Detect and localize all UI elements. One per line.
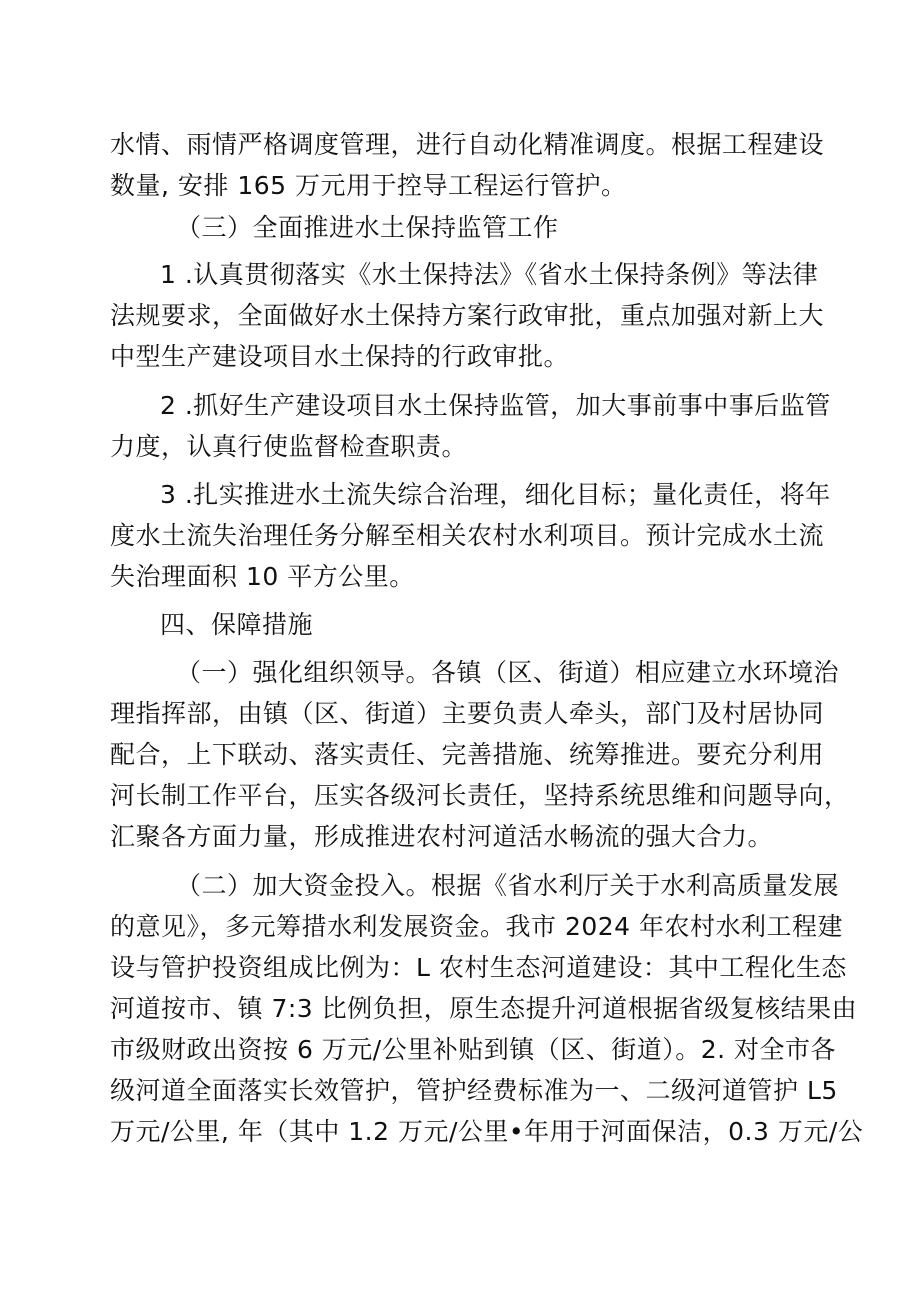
paragraph-line: 设与管护投资组成比例为：L 农村生态河道建设：其中工程化生态 [110, 953, 847, 982]
paragraph-line: 级河道全面落实长效管护，管护经费标准为一、二级河道管护 L5 [110, 1076, 838, 1105]
section-heading: （三）全面推进水土保持监管工作 [176, 213, 559, 242]
paragraph-line: 河道按市、镇 7:3 比例负担，原生态提升河道根据省级复核结果由 [110, 994, 858, 1023]
section-heading: 四、保障措施 [160, 610, 314, 639]
paragraph-line: 法规要求，全面做好水土保持方案行政审批，重点加强对新上大 [110, 301, 825, 330]
paragraph-line: 度水土流失治理任务分解至相关农村水利项目。预计完成水土流 [110, 521, 825, 550]
paragraph-line: 失治理面积 10 平方公里。 [110, 562, 415, 591]
paragraph-line: 市级财政出资按 6 万元/公里补贴到镇（区、街道）。2. 对全市各 [110, 1035, 837, 1064]
paragraph-line: 1 .认真贯彻落实《水土保持法》《省水土保持条例》等法律 [160, 260, 819, 289]
paragraph-line: 理指挥部，由镇（区、街道）主要负责人牵头，部门及村居协同 [110, 699, 825, 728]
paragraph-line: 2 .抓好生产建设项目水土保持监管，加大事前事中事后监管 [160, 391, 831, 420]
paragraph-line: 的意见》，多元筹措水利发展资金。我市 2024 年农村水利工程建 [110, 912, 844, 941]
paragraph-line: 力度，认真行使监督检查职责。 [110, 432, 468, 461]
paragraph-line: 水情、雨情严格调度管理，进行自动化精准调度。根据工程建设 [110, 130, 825, 159]
paragraph-line: 中型生产建设项目水土保持的行政审批。 [110, 342, 570, 371]
paragraph-line: 数量, 安排 165 万元用于控导工程运行管护。 [110, 171, 627, 200]
paragraph-line: （一）强化组织领导。各镇（区、街道）相应建立水环境治 [176, 658, 840, 687]
paragraph-line: 万元/公里, 年（其中 1.2 万元/公里•年用于河面保洁，0.3 万元/公 [110, 1117, 864, 1146]
paragraph-line: 配合，上下联动、落实责任、完善措施、统筹推进。要充分利用 [110, 740, 825, 769]
paragraph-line: （二）加大资金投入。根据《省水利厅关于水利高质量发展 [176, 871, 840, 900]
paragraph-line: 河长制工作平台，压实各级河长责任，坚持系统思维和问题导向， [110, 781, 850, 810]
paragraph-line: 3 .扎实推进水土流失综合治理，细化目标；量化责任，将年 [160, 480, 831, 509]
paragraph-line: 汇聚各方面力量，形成推进农村河道活水畅流的强大合力。 [110, 822, 774, 851]
